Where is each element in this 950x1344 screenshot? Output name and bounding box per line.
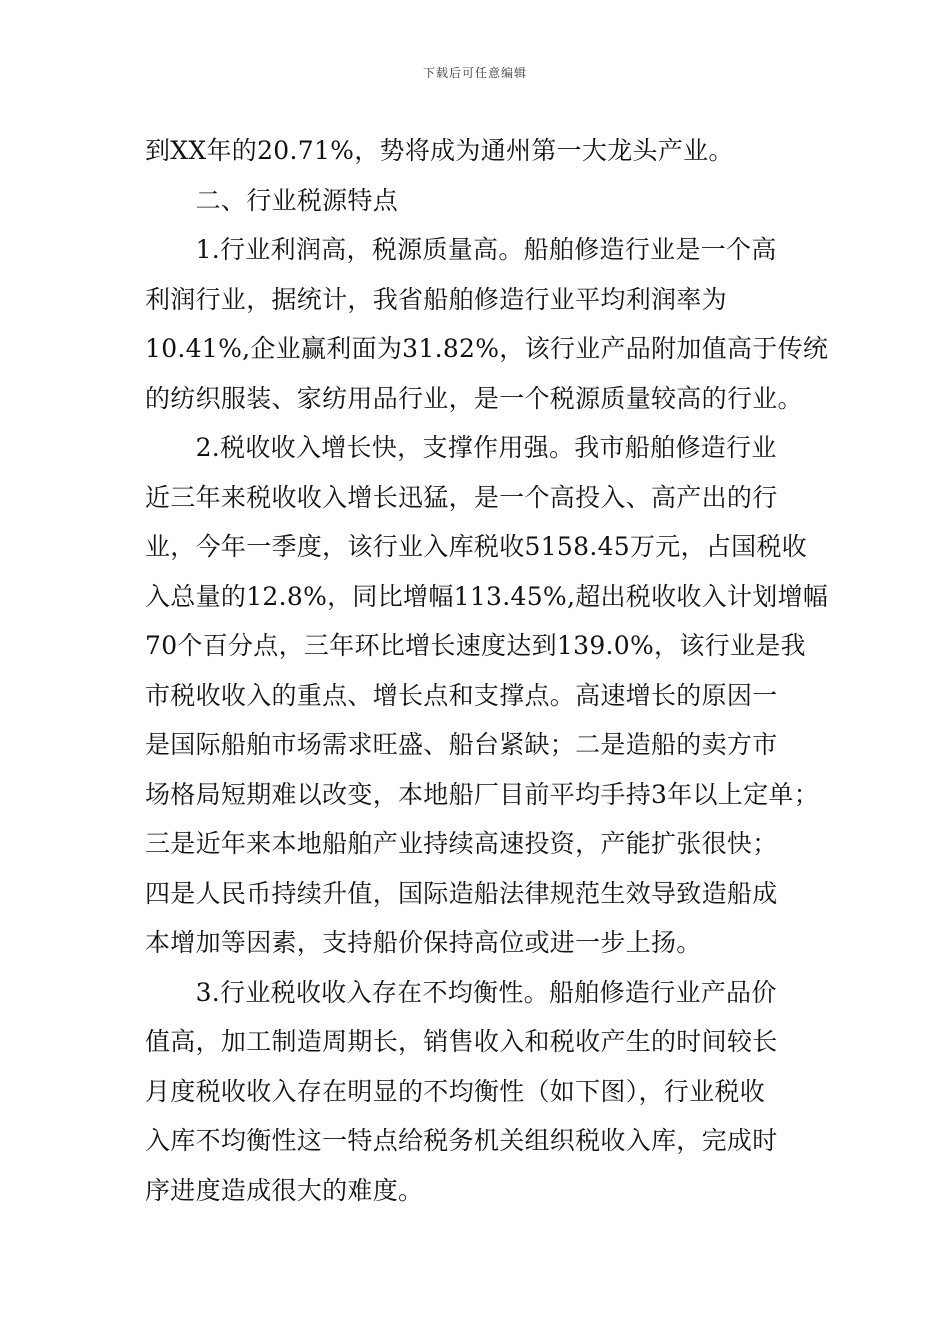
text-line: 序进度造成很大的难度。 (145, 1175, 424, 1205)
text-line: 10.41%,企业赢利面为31.82%，该行业产品附加值高于传统 (145, 334, 829, 363)
text-line: 3.行业税收收入存在不均衡性。船舶修造行业产品价 (145, 977, 777, 1007)
text-line: 四是人民币持续升值，国际造船法律规范生效导致造船成 (145, 878, 778, 908)
text-line: 利润行业，据统计，我省船舶修造行业平均利润率为 (145, 284, 727, 314)
text-line: 入总量的12.8%，同比增幅113.45%,超出税收收入计划增幅 (145, 581, 829, 611)
text-line: 的纺织服装、家纺用品行业，是一个税源质量较高的行业。 (145, 383, 803, 413)
text-line: 入库不均衡性这一特点给税务机关组织税收入库，完成时 (145, 1126, 778, 1155)
text-line: 月度税收收入存在明显的不均衡性（如下图），行业税收 (145, 1076, 766, 1106)
text-line: 业，今年一季度，该行业入库税收5158.45万元，占国税收 (145, 532, 808, 561)
text-line: 到XX年的20.71%，势将成为通州第一大龙头产业。 (145, 136, 734, 165)
text-line: 1.行业利润高，税源质量高。船舶修造行业是一个高 (145, 235, 777, 264)
text-line: 市税收收入的重点、增长点和支撑点。高速增长的原因一 (145, 680, 778, 710)
text-line: 三是近年来本地船舶产业持续高速投资，产能扩张很快； (145, 829, 778, 858)
text-line: 是国际船舶市场需求旺盛、船台紧缺；二是造船的卖方市 (145, 730, 778, 759)
text-line: 近三年来税收收入增长迅猛，是一个高投入、高产出的行 (145, 482, 778, 512)
text-line: 2.税收收入增长快，支撑作用强。我市船舶修造行业 (145, 433, 777, 462)
text-line: 本增加等因素，支持船价保持高位或进一步上扬。 (145, 928, 702, 957)
text-line: 70个百分点，三年环比增长速度达到139.0%，该行业是我 (145, 631, 806, 660)
text-line: 场格局短期难以改变，本地船厂目前平均手持3年以上定单； (145, 779, 820, 809)
text-line: 值高，加工制造周期长，销售收入和税收产生的时间较长 (145, 1027, 778, 1056)
section-heading: 二、行业税源特点 (145, 185, 399, 215)
page-header: 下载后可任意编辑 (422, 66, 527, 80)
document-body (145, 126, 829, 1215)
